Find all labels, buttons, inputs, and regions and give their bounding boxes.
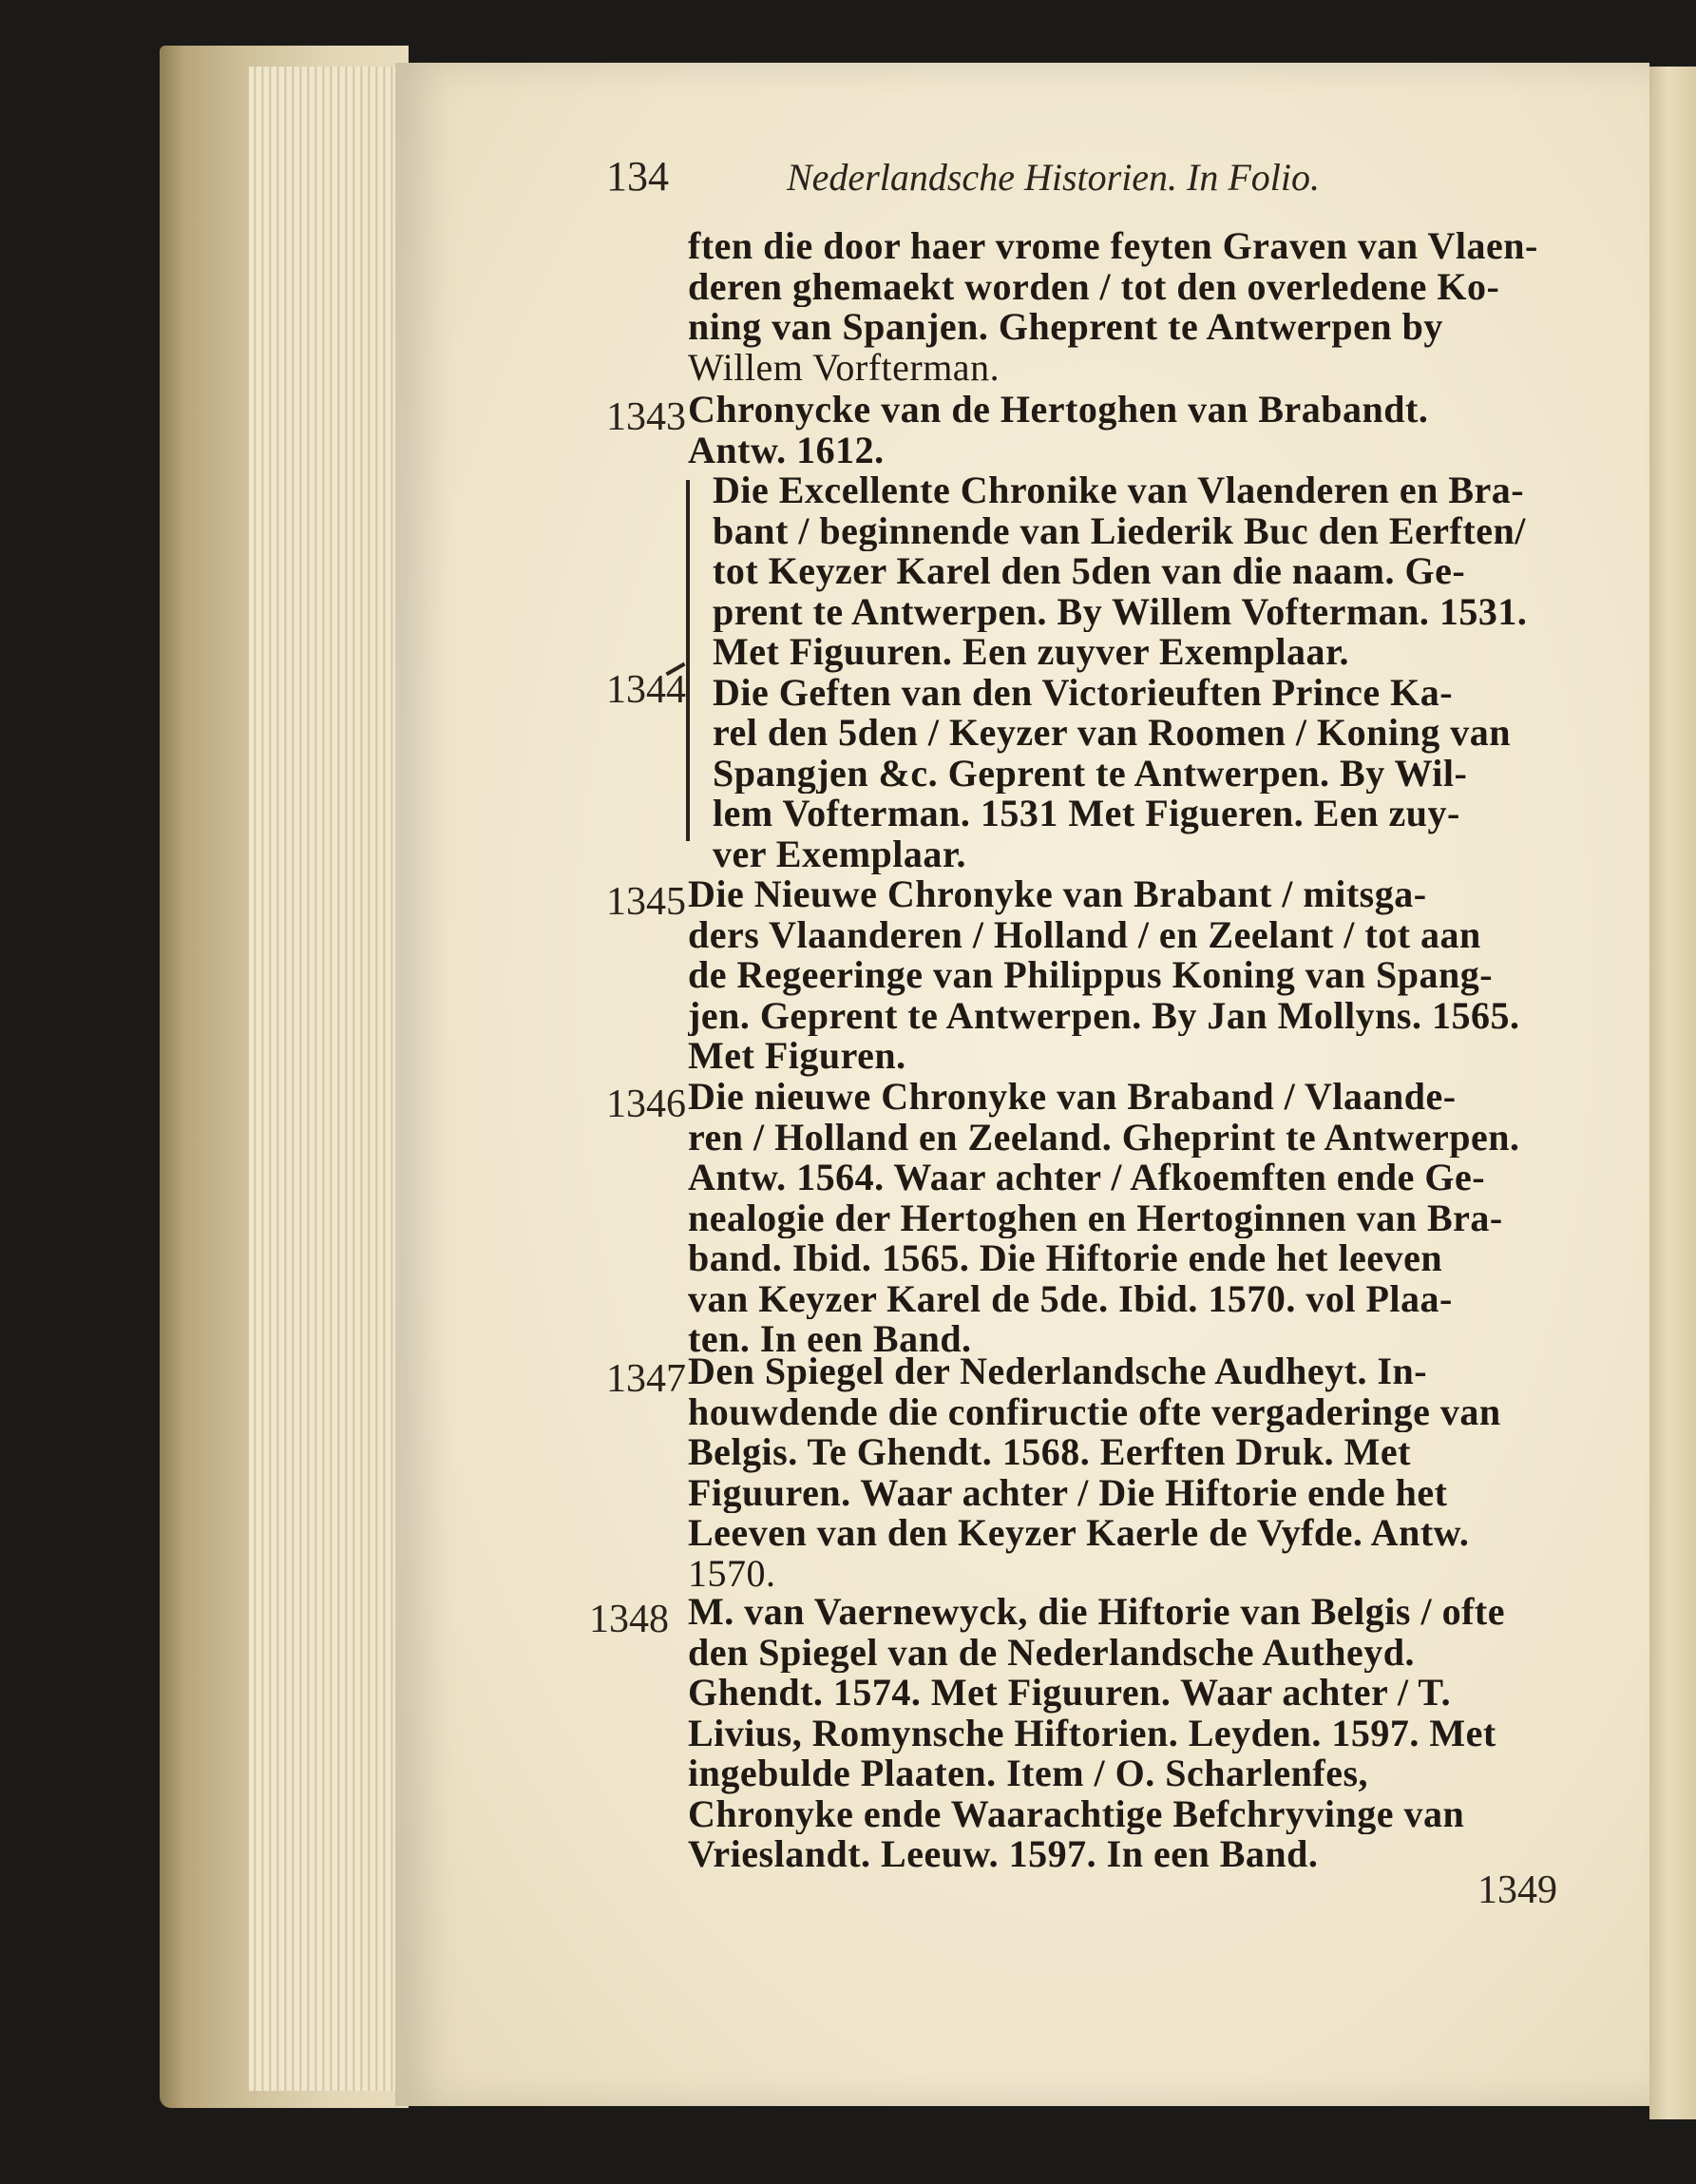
text-line: Die Geften van den Victorieuften Prince Ka- (713, 672, 1454, 713)
text-line: tot Keyzer Karel den 5den van die naam. Ge- (713, 551, 1466, 592)
text-line: ften die door haer vrome feyten Graven van Vlaen- (688, 226, 1538, 267)
text-line: Vrieslandt. Leeuw. 1597. In een Band. (688, 1834, 1319, 1875)
entry-1346 (688, 1077, 1572, 1360)
text-line: nealogie der Hertoghen en Hertoginnen van Bra- (688, 1197, 1503, 1238)
text-line: ingebulde Plaaten. Item / O. Scharlenfes, (688, 1753, 1369, 1794)
text-line: Den Spiegel der Nederlandsche Audheyt. In- (688, 1351, 1428, 1392)
text-line: prent te Antwerpen. By Willem Vofterman. 1531. (713, 591, 1528, 632)
text-line: de Regeeringe van Philippus Koning van Spang- (688, 955, 1494, 996)
text-line: Chronycke van de Hertoghen van Brabandt. (688, 390, 1429, 431)
text-line: houwdende die confiructie ofte vergaderinge van (688, 1391, 1501, 1432)
text-line: 1570. (688, 1553, 776, 1594)
text-line: lem Vofterman. 1531 Met Figueren. Een zuy- (713, 794, 1460, 834)
page-edges (249, 67, 401, 2091)
text-line: Ghendt. 1574. Met Figuuren. Waar achter / T. (688, 1673, 1452, 1714)
text-line: Met Figuuren. Een zuyver Exemplaar. (713, 632, 1350, 673)
text-line: Die Nieuwe Chronyke van Brabant / mitsga- (688, 874, 1427, 915)
entry-number-1348: 1348 (589, 1598, 669, 1641)
entry-continuation (688, 226, 1572, 388)
text-line: Antw. 1564. Waar achter / Afkoemften ende Ge- (688, 1158, 1486, 1198)
text-line: Spangjen &c. Geprent te Antwerpen. By Wil- (713, 753, 1468, 794)
entry-1343 (688, 390, 1572, 470)
entry-number-1344: 1344 (606, 668, 686, 712)
entry-1347 (688, 1351, 1572, 1594)
entry-1348 (688, 1592, 1572, 1875)
text-line: ten. In een Band. (688, 1319, 972, 1360)
text-line: rel den 5den / Keyzer van Roomen / Koning van (713, 713, 1511, 754)
text-line: ders Vlaanderen / Holland / en Zeelant / tot aan (688, 914, 1481, 955)
text-line: deren ghemaekt worden / tot den overledene Ko- (688, 266, 1500, 307)
text-line: Leeven van den Keyzer Kaerle de Vyfde. Antw. (688, 1513, 1470, 1554)
text-line: Belgis. Te Ghendt. 1568. Eerften Druk. Met (688, 1432, 1411, 1473)
text-line: Figuuren. Waar achter / Die Hiftorie ende het (688, 1472, 1448, 1513)
text-line: van Keyzer Karel de 5de. Ibid. 1570. vol Plaa- (688, 1278, 1453, 1319)
text-line: band. Ibid. 1565. Die Hiftorie ende het leeven (688, 1238, 1443, 1279)
text-line: jen. Geprent te Antwerpen. By Jan Mollyns. 1565. (688, 995, 1520, 1036)
text-line: Die nieuwe Chronyke van Braband / Vlaande- (688, 1077, 1457, 1118)
text-line: ren / Holland en Zeeland. Gheprint te Antwerpen. (688, 1117, 1520, 1158)
text-line: Willem Vorfterman. (688, 347, 1000, 388)
text-line: Antw. 1612. (688, 430, 885, 470)
page-number: 134 (606, 153, 669, 200)
entry-number-1343: 1343 (606, 395, 686, 439)
text-line: Livius, Romynsche Hiftorien. Leyden. 1597. Met (688, 1713, 1496, 1753)
entry-1344 (713, 470, 1572, 874)
grouping-brace (686, 480, 707, 841)
facing-page-edge (1649, 67, 1696, 2119)
catchword: 1349 (1477, 1868, 1557, 1912)
text-line: M. van Vaernewyck, die Hiftorie van Belgis / ofte (688, 1592, 1505, 1633)
text-line: ning van Spanjen. Gheprent te Antwerpen by (688, 307, 1443, 348)
text-line: bant / beginnende van Liederik Buc den Eerften/ (713, 510, 1526, 551)
text-line: den Spiegel van de Nederlandsche Autheyd. (688, 1632, 1416, 1673)
entry-number-1347: 1347 (606, 1357, 686, 1401)
running-title: Nederlandsche Historien. In Folio. (787, 156, 1321, 199)
entry-1345 (688, 874, 1572, 1077)
text-line: ver Exemplaar. (713, 833, 966, 874)
text-line: Chronyke ende Waarachtige Befchryvinge van (688, 1793, 1465, 1834)
entry-number-1346: 1346 (606, 1082, 686, 1126)
text-line: Die Excellente Chronike van Vlaenderen en Bra- (713, 470, 1525, 511)
entry-number-1345: 1345 (606, 880, 686, 924)
text-line: Met Figuren. (688, 1036, 906, 1077)
